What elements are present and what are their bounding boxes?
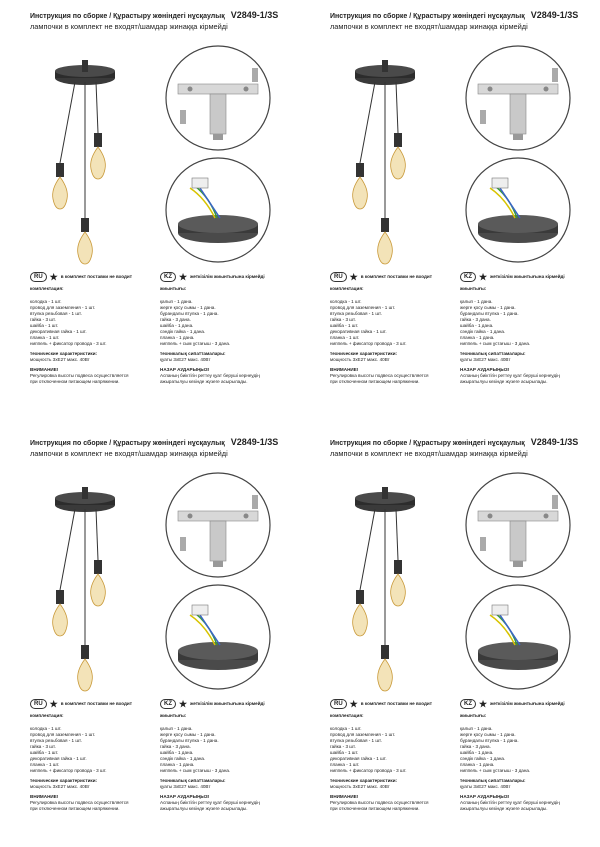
- title-line: [330, 437, 600, 447]
- ru-kit-item: шайба - 1 шт.: [30, 322, 59, 328]
- pendant-lamp-icon: [353, 487, 415, 691]
- product-illustration: [30, 465, 310, 695]
- kz-kit-item: шайба - 1 дана.: [460, 749, 494, 755]
- sheet-header: [30, 437, 300, 458]
- ru-kit-item: декоративная гайка - 1 шт.: [30, 755, 87, 761]
- wiring-detail-icon: [166, 158, 270, 262]
- subtitle: лампочки в комплект не входят/шамдар жинаққа кірмейді: [30, 22, 228, 31]
- ru-kit-item: провод для заземления - 1 шт.: [30, 304, 96, 310]
- kz-kit-item: сәндік гайка - 1 дана.: [160, 755, 206, 761]
- title-text: Инструкция по сборке / Құрастыру жөніндегі нұсқаулық: [330, 13, 525, 20]
- ru-warning-heading: ВНИМАНИЕ!: [330, 366, 359, 372]
- ru-kit-item: колодка - 1 шт.: [30, 725, 62, 731]
- ru-section: [330, 699, 470, 812]
- kz-spec: қуаты 3хЕ27 макс. 40Вт: [460, 783, 511, 789]
- ru-kit-item: колодка - 1 шт.: [330, 725, 362, 731]
- ru-kit-item: втулка резьбовая - 1 шт.: [30, 737, 82, 743]
- ru-kit-item: декоративная гайка - 1 шт.: [30, 328, 87, 334]
- ru-badge-row: [330, 699, 470, 709]
- ru-warning-line: Регулировка высоты подвеса осуществляется: [330, 799, 429, 805]
- ru-warning-line: Регулировка высоты подвеса осуществляется: [30, 799, 129, 805]
- ru-star-note: в комплект поставки не входит: [60, 274, 132, 280]
- kz-star-note: жеткізілім жиынтығына кірмейді: [490, 701, 565, 707]
- kz-badge-row: [160, 699, 300, 709]
- kz-kit-list: [460, 299, 600, 347]
- kz-spec: қуаты 3хЕ27 макс. 40Вт: [160, 783, 211, 789]
- kz-kit-item: гайка - 3 дана.: [160, 316, 191, 322]
- ru-kit-item: провод для заземления - 1 шт.: [30, 731, 96, 737]
- kz-spec-heading: техникалық сипаттамалары:: [460, 350, 526, 356]
- ru-kit-item: шайба - 1 шт.: [330, 322, 359, 328]
- ru-warning-line: при отключенном питающем напряжении.: [30, 378, 120, 384]
- product-illustration: [330, 38, 600, 268]
- kz-language-badge: KZ: [160, 699, 176, 709]
- kz-kit-item: ниппель + сым ұстағыш - 3 дана.: [160, 767, 231, 773]
- kz-kit-item: гайка - 3 дана.: [460, 316, 491, 322]
- instruction-sheet: [30, 437, 310, 837]
- ru-kit-item: провод для заземления - 1 шт.: [330, 304, 396, 310]
- kz-kit-item: жерге қосу сымы - 1 дана.: [460, 731, 516, 737]
- kz-kit-item: сәндік гайка - 1 дана.: [460, 755, 506, 761]
- ru-kit-item: ниппель + фиксатор провода - 3 шт.: [330, 340, 407, 346]
- ru-kit-item: гайка - 3 шт.: [330, 743, 356, 749]
- ru-kit-item: провод для заземления - 1 шт.: [330, 731, 396, 737]
- star-icon: ★: [49, 272, 58, 282]
- ru-language-badge: RU: [330, 272, 347, 282]
- kz-section: [460, 272, 600, 385]
- kz-badge-row: [460, 272, 600, 282]
- ru-section: [330, 272, 470, 385]
- instruction-sheet: [330, 10, 600, 410]
- title-text: Инструкция по сборке / Құрастыру жөніндегі нұсқаулық: [330, 440, 525, 447]
- kz-kit-item: қалып - 1 дана.: [160, 725, 193, 731]
- kz-kit-item: қалып - 1 дана.: [160, 298, 193, 304]
- ru-kit-item: втулка резьбовая - 1 шт.: [330, 737, 382, 743]
- instruction-sheet: [330, 437, 600, 837]
- title-text: Инструкция по сборке / Құрастыру жөніндегі нұсқаулық: [30, 13, 225, 20]
- kz-kit-item: шайба - 1 дана.: [160, 749, 194, 755]
- mounting-bracket-detail-icon: [166, 46, 270, 150]
- kz-kit-item: бұрандалы втулка - 1 дана.: [160, 310, 219, 316]
- kz-kit-item: жерге қосу сымы - 1 дана.: [160, 731, 216, 737]
- model-number: V2849-1/3S: [230, 437, 279, 447]
- star-icon: ★: [349, 699, 358, 709]
- kz-section: [160, 272, 300, 385]
- subtitle: лампочки в комплект не входят/шамдар жинаққа кірмейді: [330, 449, 528, 458]
- pendant-lamp-icon: [53, 60, 115, 264]
- title-line: [330, 10, 600, 20]
- kz-kit-heading: жиынтығы:: [160, 713, 187, 718]
- sheet-header: [330, 10, 600, 31]
- ru-badge-row: [330, 272, 470, 282]
- kz-kit-item: ниппель + сым ұстағыш - 3 дана.: [160, 340, 231, 346]
- mounting-bracket-detail-icon: [466, 46, 570, 150]
- ru-kit-item: шайба - 1 шт.: [330, 749, 359, 755]
- kz-kit-list: [160, 726, 300, 774]
- kz-kit-heading: жиынтығы:: [460, 286, 487, 291]
- ru-kit-list: [30, 726, 170, 774]
- kz-spec-heading: техникалық сипаттамалары:: [160, 777, 226, 783]
- kz-badge-row: [460, 699, 600, 709]
- kz-kit-item: бұрандалы втулка - 1 дана.: [460, 737, 519, 743]
- sheet-header: [330, 437, 600, 458]
- star-icon: ★: [179, 272, 188, 282]
- ru-section: [30, 272, 170, 385]
- kz-badge-row: [160, 272, 300, 282]
- model-number: V2849-1/3S: [230, 10, 279, 20]
- ru-star-note: в комплект поставки не входит: [360, 274, 432, 280]
- ru-spec-heading: технические характеристики:: [30, 777, 98, 783]
- ru-warning-heading: ВНИМАНИЕ!: [30, 793, 59, 799]
- ru-language-badge: RU: [330, 699, 347, 709]
- ru-kit-item: гайка - 3 шт.: [330, 316, 356, 322]
- kz-kit-list: [460, 726, 600, 774]
- kz-language-badge: KZ: [460, 699, 476, 709]
- ru-kit-heading: комплектация:: [30, 286, 64, 291]
- ru-badge-row: [30, 272, 170, 282]
- star-icon: ★: [479, 699, 488, 709]
- star-icon: ★: [349, 272, 358, 282]
- kz-kit-heading: жиынтығы:: [160, 286, 187, 291]
- ru-warning-heading: ВНИМАНИЕ!: [330, 793, 359, 799]
- kz-warning-heading: НАЗАР АУДАРЫҢЫЗ!: [460, 366, 510, 372]
- ru-kit-heading: комплектация:: [330, 286, 364, 291]
- ru-spec: мощность 3хЕ27 макс. 40Вт: [330, 356, 390, 362]
- mounting-bracket-detail-icon: [166, 473, 270, 577]
- kz-kit-item: бұрандалы втулка - 1 дана.: [460, 310, 519, 316]
- ru-kit-item: втулка резьбовая - 1 шт.: [30, 310, 82, 316]
- ru-star-note: в комплект поставки не входит: [60, 701, 132, 707]
- kz-warning-heading: НАЗАР АУДАРЫҢЫЗ!: [160, 366, 210, 372]
- kz-star-note: жеткізілім жиынтығына кірмейді: [190, 701, 265, 707]
- kz-kit-item: сәндік гайка - 1 дана.: [460, 328, 506, 334]
- ru-kit-item: втулка резьбовая - 1 шт.: [330, 310, 382, 316]
- ru-warning-line: Регулировка высоты подвеса осуществляется: [30, 372, 129, 378]
- kz-star-note: жеткізілім жиынтығына кірмейді: [190, 274, 265, 280]
- kz-warning-heading: НАЗАР АУДАРЫҢЫЗ!: [460, 793, 510, 799]
- kz-section: [160, 699, 300, 812]
- kz-warning-line: ажыратылуы кезінде жүзеге асырылады.: [460, 805, 548, 811]
- ru-language-badge: RU: [30, 272, 47, 282]
- ru-kit-item: декоративная гайка - 1 шт.: [330, 328, 387, 334]
- ru-section: [30, 699, 170, 812]
- ru-kit-item: ниппель + фиксатор провода - 3 шт.: [30, 767, 107, 773]
- ru-kit-item: планка - 1 шт.: [30, 761, 60, 767]
- ru-kit-item: планка - 1 шт.: [30, 334, 60, 340]
- kz-kit-item: жерге қосу сымы - 1 дана.: [460, 304, 516, 310]
- kz-spec: қуаты 3хЕ27 макс. 40Вт: [460, 356, 511, 362]
- kz-section: [460, 699, 600, 812]
- kz-language-badge: KZ: [160, 272, 176, 282]
- kz-warning-line: Аспаның биіктігін реттеу қуат беруші кернеудің: [160, 372, 260, 378]
- kz-spec-heading: техникалық сипаттамалары:: [460, 777, 526, 783]
- kz-spec-heading: техникалық сипаттамалары:: [160, 350, 226, 356]
- ru-warning-line: при отключенном питающем напряжении.: [330, 378, 420, 384]
- ru-warning-line: при отключенном питающем напряжении.: [330, 805, 420, 811]
- title-text: Инструкция по сборке / Құрастыру жөніндегі нұсқаулық: [30, 440, 225, 447]
- ru-kit-list: [330, 299, 470, 347]
- kz-kit-item: планка - 1 дана.: [460, 334, 495, 340]
- product-illustration: [330, 465, 600, 695]
- kz-warning-line: Аспаның биіктігін реттеу қуат беруші кернеудің: [460, 372, 560, 378]
- ru-language-badge: RU: [30, 699, 47, 709]
- wiring-detail-icon: [466, 158, 570, 262]
- ru-kit-item: колодка - 1 шт.: [30, 298, 62, 304]
- star-icon: ★: [179, 699, 188, 709]
- pendant-lamp-icon: [53, 487, 115, 691]
- title-line: [30, 437, 300, 447]
- ru-spec: мощность 3хЕ27 макс. 40Вт: [330, 783, 390, 789]
- product-illustration: [30, 38, 310, 268]
- subtitle: лампочки в комплект не входят/шамдар жинаққа кірмейді: [330, 22, 528, 31]
- kz-kit-item: шайба - 1 дана.: [160, 322, 194, 328]
- sheet-header: [30, 10, 300, 31]
- kz-warning-line: Аспаның биіктігін реттеу қуат беруші кернеудің: [160, 799, 260, 805]
- kz-warning-line: ажыратылуы кезінде жүзеге асырылады.: [460, 378, 548, 384]
- ru-badge-row: [30, 699, 170, 709]
- kz-kit-item: бұрандалы втулка - 1 дана.: [160, 737, 219, 743]
- ru-warning-line: при отключенном питающем напряжении.: [30, 805, 120, 811]
- kz-kit-item: шайба - 1 дана.: [460, 322, 494, 328]
- kz-kit-item: планка - 1 дана.: [160, 761, 195, 767]
- ru-kit-heading: комплектация:: [30, 713, 64, 718]
- kz-language-badge: KZ: [460, 272, 476, 282]
- ru-kit-list: [330, 726, 470, 774]
- ru-kit-item: ниппель + фиксатор провода - 3 шт.: [30, 340, 107, 346]
- wiring-detail-icon: [466, 585, 570, 689]
- kz-spec: қуаты 3хЕ27 макс. 40Вт: [160, 356, 211, 362]
- star-icon: ★: [479, 272, 488, 282]
- instruction-sheet: [30, 10, 310, 410]
- wiring-detail-icon: [166, 585, 270, 689]
- kz-kit-item: сәндік гайка - 1 дана.: [160, 328, 206, 334]
- model-number: V2849-1/3S: [530, 10, 579, 20]
- ru-kit-item: декоративная гайка - 1 шт.: [330, 755, 387, 761]
- ru-spec-heading: технические характеристики:: [330, 350, 398, 356]
- kz-warning-line: Аспаның биіктігін реттеу қуат беруші кернеудің: [460, 799, 560, 805]
- star-icon: ★: [49, 699, 58, 709]
- kz-kit-item: қалып - 1 дана.: [460, 725, 493, 731]
- ru-spec: мощность 3хЕ27 макс. 40Вт: [30, 783, 90, 789]
- kz-kit-item: жерге қосу сымы - 1 дана.: [160, 304, 216, 310]
- kz-warning-heading: НАЗАР АУДАРЫҢЫЗ!: [160, 793, 210, 799]
- subtitle: лампочки в комплект не входят/шамдар жинаққа кірмейді: [30, 449, 228, 458]
- ru-kit-heading: комплектация:: [330, 713, 364, 718]
- title-line: [30, 10, 300, 20]
- kz-kit-item: планка - 1 дана.: [460, 761, 495, 767]
- ru-kit-item: шайба - 1 шт.: [30, 749, 59, 755]
- kz-kit-item: ниппель + сым ұстағыш - 3 дана.: [460, 767, 531, 773]
- ru-kit-item: ниппель + фиксатор провода - 3 шт.: [330, 767, 407, 773]
- kz-kit-item: қалып - 1 дана.: [460, 298, 493, 304]
- ru-spec: мощность 3хЕ27 макс. 40Вт: [30, 356, 90, 362]
- kz-kit-item: гайка - 3 дана.: [460, 743, 491, 749]
- ru-kit-item: планка - 1 шт.: [330, 761, 360, 767]
- kz-kit-item: планка - 1 дана.: [160, 334, 195, 340]
- kz-kit-heading: жиынтығы:: [460, 713, 487, 718]
- ru-star-note: в комплект поставки не входит: [360, 701, 432, 707]
- ru-kit-item: колодка - 1 шт.: [330, 298, 362, 304]
- ru-warning-heading: ВНИМАНИЕ!: [30, 366, 59, 372]
- kz-warning-line: ажыратылуы кезінде жүзеге асырылады.: [160, 805, 248, 811]
- kz-kit-list: [160, 299, 300, 347]
- ru-kit-list: [30, 299, 170, 347]
- ru-warning-line: Регулировка высоты подвеса осуществляется: [330, 372, 429, 378]
- kz-star-note: жеткізілім жиынтығына кірмейді: [490, 274, 565, 280]
- kz-warning-line: ажыратылуы кезінде жүзеге асырылады.: [160, 378, 248, 384]
- model-number: V2849-1/3S: [530, 437, 579, 447]
- kz-kit-item: гайка - 3 дана.: [160, 743, 191, 749]
- ru-spec-heading: технические характеристики:: [330, 777, 398, 783]
- ru-kit-item: планка - 1 шт.: [330, 334, 360, 340]
- pendant-lamp-icon: [353, 60, 415, 264]
- mounting-bracket-detail-icon: [466, 473, 570, 577]
- ru-kit-item: гайка - 3 шт.: [30, 316, 56, 322]
- kz-kit-item: ниппель + сым ұстағыш - 3 дана.: [460, 340, 531, 346]
- ru-kit-item: гайка - 3 шт.: [30, 743, 56, 749]
- ru-spec-heading: технические характеристики:: [30, 350, 98, 356]
